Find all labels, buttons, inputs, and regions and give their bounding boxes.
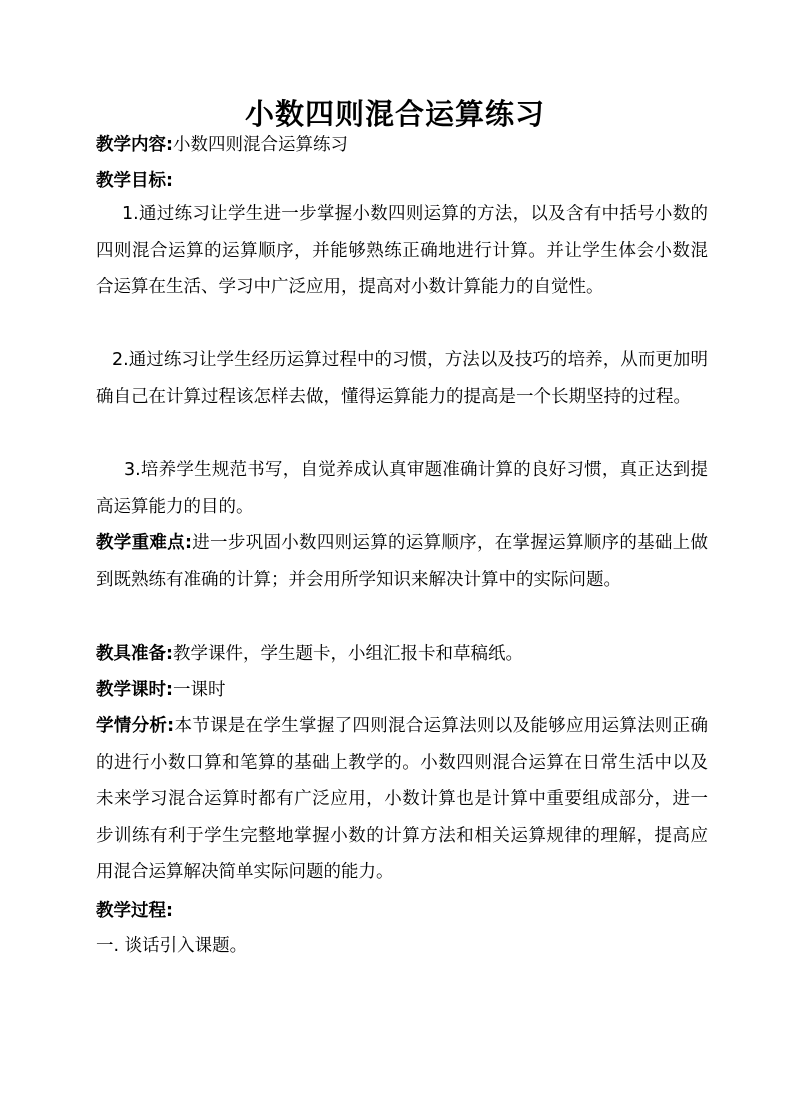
analysis-paragraph (96, 708, 708, 891)
teaching-content-line (96, 132, 706, 158)
process-label: 教学过程: (96, 901, 173, 921)
teaching-content-text: 小数四则混合运算练习 (173, 135, 348, 155)
goal-item-2: 2.通过练习让学生经历运算过程中的习惯，方法以及技巧的培养，从而更加明确自己在计算过程该怎样去做，懂得运算能力的提高是一个长期坚持的过程。 (96, 350, 708, 407)
analysis-text: 本节课是在学生掌握了四则混合运算法则以及能够应用运算法则正确的进行小数口算和笔算的基础上教学的。小数四则混合运算在日常生活中以及未来学习混合运算时都有广泛应用，小数计算也是计算中重要组成部分，进一步训练有利于学生完整地掌握小数的计算方法和相关运算规律的理解，提高应用混合运算解决简单实际问题的能力。 (96, 716, 709, 882)
periods-line (96, 677, 706, 703)
goal-item-3: 3.培养学生规范书写，自觉养成认真审题准确计算的良好习惯，真正达到提高运算能力的目的。 (96, 460, 708, 517)
materials-text: 教学课件，学生题卡，小组汇报卡和草稿纸。 (173, 644, 523, 664)
teaching-content-label: 教学内容: (96, 135, 173, 155)
key-points-label: 教学重难点: (96, 533, 192, 553)
key-points-paragraph (96, 525, 708, 598)
document-title: 小数四则混合运算练习 (244, 97, 545, 131)
teaching-goals-label: 教学目标: (96, 171, 173, 191)
periods-label: 教学课时: (96, 680, 173, 700)
goal-item-1: 1.通过练习让学生进一步掌握小数四则运算的方法，以及含有中括号小数的四则混合运算的运算顺序，并能够熟练正确地进行计算。并让学生体会小数混合运算在生活、学习中广泛应用，提高对小数计算能力的自觉性。 (96, 204, 708, 297)
teaching-goals-line (96, 168, 706, 194)
key-points-text: 进一步巩固小数四则运算的运算顺序，在掌握运算顺序的基础上做到既熟练有准确的计算；并会用所学知识来解决计算中的实际问题。 (96, 533, 708, 590)
process-step-1: 一. 谈话引入课题。 (96, 936, 248, 956)
materials-label: 教具准备: (96, 644, 173, 664)
analysis-label: 学情分析: (96, 716, 175, 736)
periods-text: 一课时 (173, 680, 226, 700)
process-line (96, 898, 706, 924)
materials-line (96, 641, 706, 667)
